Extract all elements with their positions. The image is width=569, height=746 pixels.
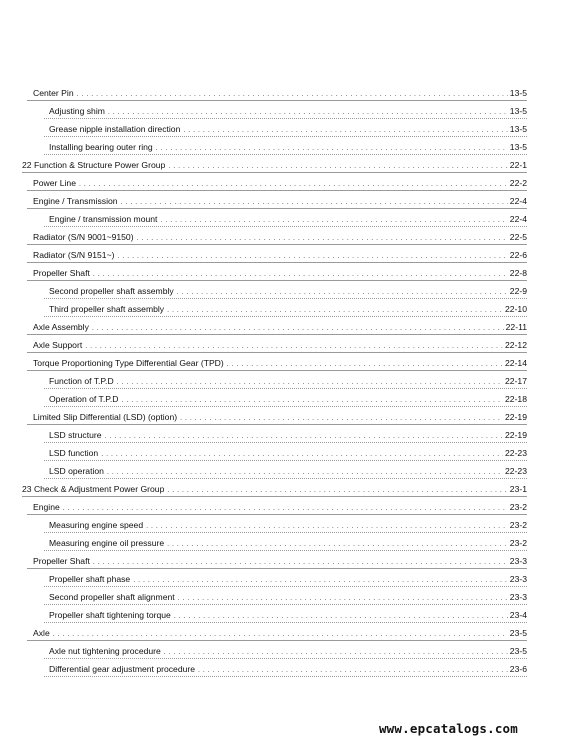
toc-entry-page-number: 23-5: [509, 646, 527, 656]
toc-entry-title: Measuring engine oil pressure: [49, 538, 165, 548]
toc-entry-page-number: 22-4: [509, 214, 527, 224]
row-divider: [27, 190, 527, 191]
toc-entry-page-number: 23-3: [509, 592, 527, 602]
toc-entry-page-number: 23-6: [509, 664, 527, 674]
row-divider: [27, 334, 527, 335]
toc-entry-content: [49, 390, 527, 410]
toc-entry[interactable]: [22, 102, 527, 120]
toc-entry-page-number: 23-4: [509, 610, 527, 620]
toc-entry-title: Grease nipple installation direction: [49, 124, 181, 134]
dot-leader: [198, 662, 508, 680]
toc-entry-page-number: 13-5: [509, 142, 527, 152]
toc-entry-title: Third propeller shaft assembly: [49, 304, 165, 314]
toc-entry-content: [49, 606, 527, 626]
toc-entry-title: Axle: [33, 628, 50, 638]
toc-entry[interactable]: [22, 84, 527, 102]
toc-entry[interactable]: [22, 660, 527, 678]
toc-entry-content: [49, 444, 527, 464]
toc-entry[interactable]: [22, 210, 527, 228]
toc-entry-content: [49, 534, 527, 554]
toc-entry-page-number: 22-19: [505, 430, 527, 440]
row-divider: [44, 586, 527, 587]
toc-entry-content: [22, 480, 527, 500]
toc-entry-title: Function of T.P.D: [49, 376, 114, 386]
row-divider: [44, 406, 527, 407]
toc-entry-content: [33, 84, 527, 104]
toc-entry-content: [33, 246, 527, 266]
toc-entry-title: Second propeller shaft assembly: [49, 286, 174, 296]
row-divider: [44, 442, 527, 443]
toc-entry-content: [49, 102, 527, 122]
toc-entry-page-number: 23-2: [509, 520, 527, 530]
toc-entry-title: Measuring engine speed: [49, 520, 144, 530]
toc-entry[interactable]: [22, 282, 527, 300]
toc-entry[interactable]: [22, 462, 527, 480]
row-divider: [22, 172, 527, 173]
row-divider: [44, 622, 527, 623]
toc-entry-title: Propeller Shaft: [33, 268, 90, 278]
toc-entry-content: [49, 642, 527, 662]
toc-entry[interactable]: [22, 192, 527, 210]
toc-entry-title: Power Line: [33, 178, 76, 188]
toc-entry-title: Propeller shaft phase: [49, 574, 131, 584]
toc-entry-content: [49, 372, 527, 392]
row-divider: [44, 532, 527, 533]
toc-entry-page-number: 23-2: [509, 538, 527, 548]
row-divider: [27, 262, 527, 263]
toc-entry-page-number: 13-5: [509, 124, 527, 134]
toc-entry-page-number: 22-2: [509, 178, 527, 188]
row-divider: [44, 460, 527, 461]
toc-entry[interactable]: [22, 372, 527, 390]
toc-entry-page-number: 23-5: [509, 628, 527, 638]
row-divider: [27, 208, 527, 209]
toc-entry-page-number: 22-10: [505, 304, 527, 314]
toc-entry-title: LSD structure: [49, 430, 102, 440]
toc-entry-content: [49, 138, 527, 158]
toc-entry-content: [33, 408, 527, 428]
table-of-contents: [22, 84, 527, 678]
toc-entry[interactable]: [22, 642, 527, 660]
toc-entry-content: [49, 660, 527, 680]
toc-entry-content: [33, 498, 527, 518]
toc-entry-title: Propeller Shaft: [33, 556, 90, 566]
toc-entry-page-number: 22-5: [509, 232, 527, 242]
watermark-link[interactable]: www.epcatalogs.com: [378, 721, 518, 736]
toc-entry-page-number: 22-8: [509, 268, 527, 278]
toc-entry-content: [49, 588, 527, 608]
toc-entry-page-number: 23-2: [509, 502, 527, 512]
toc-entry-page-number: 22-11: [505, 322, 527, 332]
row-divider: [27, 280, 527, 281]
toc-entry-page-number: 22-12: [505, 340, 527, 350]
toc-entry[interactable]: [22, 534, 527, 552]
row-divider: [27, 352, 527, 353]
toc-entry[interactable]: [22, 300, 527, 318]
row-divider: [44, 226, 527, 227]
toc-entry[interactable]: [22, 588, 527, 606]
row-divider: [44, 604, 527, 605]
toc-entry-title: 22 Function & Structure Power Group: [22, 160, 166, 170]
row-divider: [27, 514, 527, 515]
toc-entry-page-number: 13-5: [509, 88, 527, 98]
toc-entry-title: LSD function: [49, 448, 99, 458]
toc-entry-page-number: 22-1: [509, 160, 527, 170]
toc-entry-title: Axle nut tightening procedure: [49, 646, 161, 656]
row-divider: [27, 244, 527, 245]
row-divider: [27, 568, 527, 569]
toc-entry[interactable]: [22, 444, 527, 462]
toc-entry-content: [49, 426, 527, 446]
row-divider: [44, 136, 527, 137]
toc-entry[interactable]: [22, 606, 527, 624]
toc-entry-content: [33, 624, 527, 644]
toc-entry-title: Installing bearing outer ring: [49, 142, 153, 152]
toc-entry-page-number: 22-18: [505, 394, 527, 404]
row-divider: [44, 478, 527, 479]
toc-entry-title: Engine / Transmission: [33, 196, 118, 206]
toc-entry[interactable]: [22, 354, 527, 372]
toc-entry-title: Propeller shaft tightening torque: [49, 610, 171, 620]
toc-entry-page-number: 22-23: [505, 466, 527, 476]
toc-entry[interactable]: [22, 138, 527, 156]
toc-entry[interactable]: [22, 624, 527, 642]
toc-entry-title: Radiator (S/N 9151~): [33, 250, 115, 260]
toc-entry-title: Adjusting shim: [49, 106, 105, 116]
toc-entry-content: [33, 354, 527, 374]
toc-entry-title: Operation of T.P.D: [49, 394, 119, 404]
toc-entry[interactable]: [22, 552, 527, 570]
toc-entry[interactable]: [22, 390, 527, 408]
toc-entry-content: [49, 120, 527, 140]
toc-entry[interactable]: [22, 246, 527, 264]
row-divider: [22, 496, 527, 497]
toc-entry[interactable]: [22, 264, 527, 282]
toc-entry-content: [33, 192, 527, 212]
row-divider: [27, 370, 527, 371]
row-divider: [44, 316, 527, 317]
row-divider: [27, 100, 527, 101]
row-divider: [27, 424, 527, 425]
toc-entry-page-number: 22-14: [505, 358, 527, 368]
toc-entry[interactable]: [22, 156, 527, 174]
toc-entry-content: [33, 174, 527, 194]
toc-entry-page-number: 22-9: [509, 286, 527, 296]
toc-entry-title: Engine / transmission mount: [49, 214, 158, 224]
toc-entry-title: Limited Slip Differential (LSD) (option): [33, 412, 178, 422]
toc-entry-page-number: 13-5: [509, 106, 527, 116]
toc-entry-title: Torque Proportioning Type Differential Gear (TPD): [33, 358, 224, 368]
row-divider: [44, 550, 527, 551]
toc-entry-page-number: 22-19: [505, 412, 527, 422]
toc-entry[interactable]: [22, 318, 527, 336]
row-divider: [44, 298, 527, 299]
toc-entry-page-number: 22-6: [509, 250, 527, 260]
toc-entry-page-number: 23-3: [509, 574, 527, 584]
toc-entry-content: [49, 516, 527, 536]
toc-entry[interactable]: [22, 498, 527, 516]
toc-entry-title: Second propeller shaft alignment: [49, 592, 175, 602]
toc-entry[interactable]: [22, 120, 527, 138]
toc-entry[interactable]: [22, 426, 527, 444]
toc-entry-page-number: 23-3: [509, 556, 527, 566]
toc-entry-content: [49, 210, 527, 230]
toc-entry-content: [22, 156, 527, 176]
toc-entry[interactable]: [22, 516, 527, 534]
toc-entry-page-number: 22-23: [505, 448, 527, 458]
toc-entry-page-number: 23-1: [509, 484, 527, 494]
toc-entry-content: [49, 570, 527, 590]
row-divider: [44, 154, 527, 155]
toc-entry-title: Differential gear adjustment procedure: [49, 664, 196, 674]
toc-entry-content: [49, 282, 527, 302]
toc-entry[interactable]: [22, 174, 527, 192]
toc-entry-content: [33, 264, 527, 284]
toc-entry[interactable]: [22, 228, 527, 246]
row-divider: [27, 640, 527, 641]
row-divider: [44, 388, 527, 389]
toc-entry-title: Engine: [33, 502, 60, 512]
row-divider: [44, 658, 527, 659]
toc-entry-title: 23 Check & Adjustment Power Group: [22, 484, 165, 494]
toc-entry-content: [33, 336, 527, 356]
toc-entry-content: [49, 300, 527, 320]
row-divider: [44, 676, 527, 677]
toc-entry-content: [49, 462, 527, 482]
toc-entry-content: [33, 552, 527, 572]
toc-entry-title: Axle Assembly: [33, 322, 89, 332]
toc-entry-title: Axle Support: [33, 340, 83, 350]
toc-entry[interactable]: [22, 570, 527, 588]
toc-entry[interactable]: [22, 336, 527, 354]
toc-entry-content: [33, 318, 527, 338]
toc-entry[interactable]: [22, 480, 527, 498]
toc-entry[interactable]: [22, 408, 527, 426]
toc-entry-content: [33, 228, 527, 248]
toc-entry-title: LSD operation: [49, 466, 104, 476]
toc-entry-page-number: 22-4: [509, 196, 527, 206]
toc-entry-title: Radiator (S/N 9001~9150): [33, 232, 134, 242]
toc-entry-title: Center Pin: [33, 88, 74, 98]
row-divider: [44, 118, 527, 119]
toc-entry-page-number: 22-17: [505, 376, 527, 386]
